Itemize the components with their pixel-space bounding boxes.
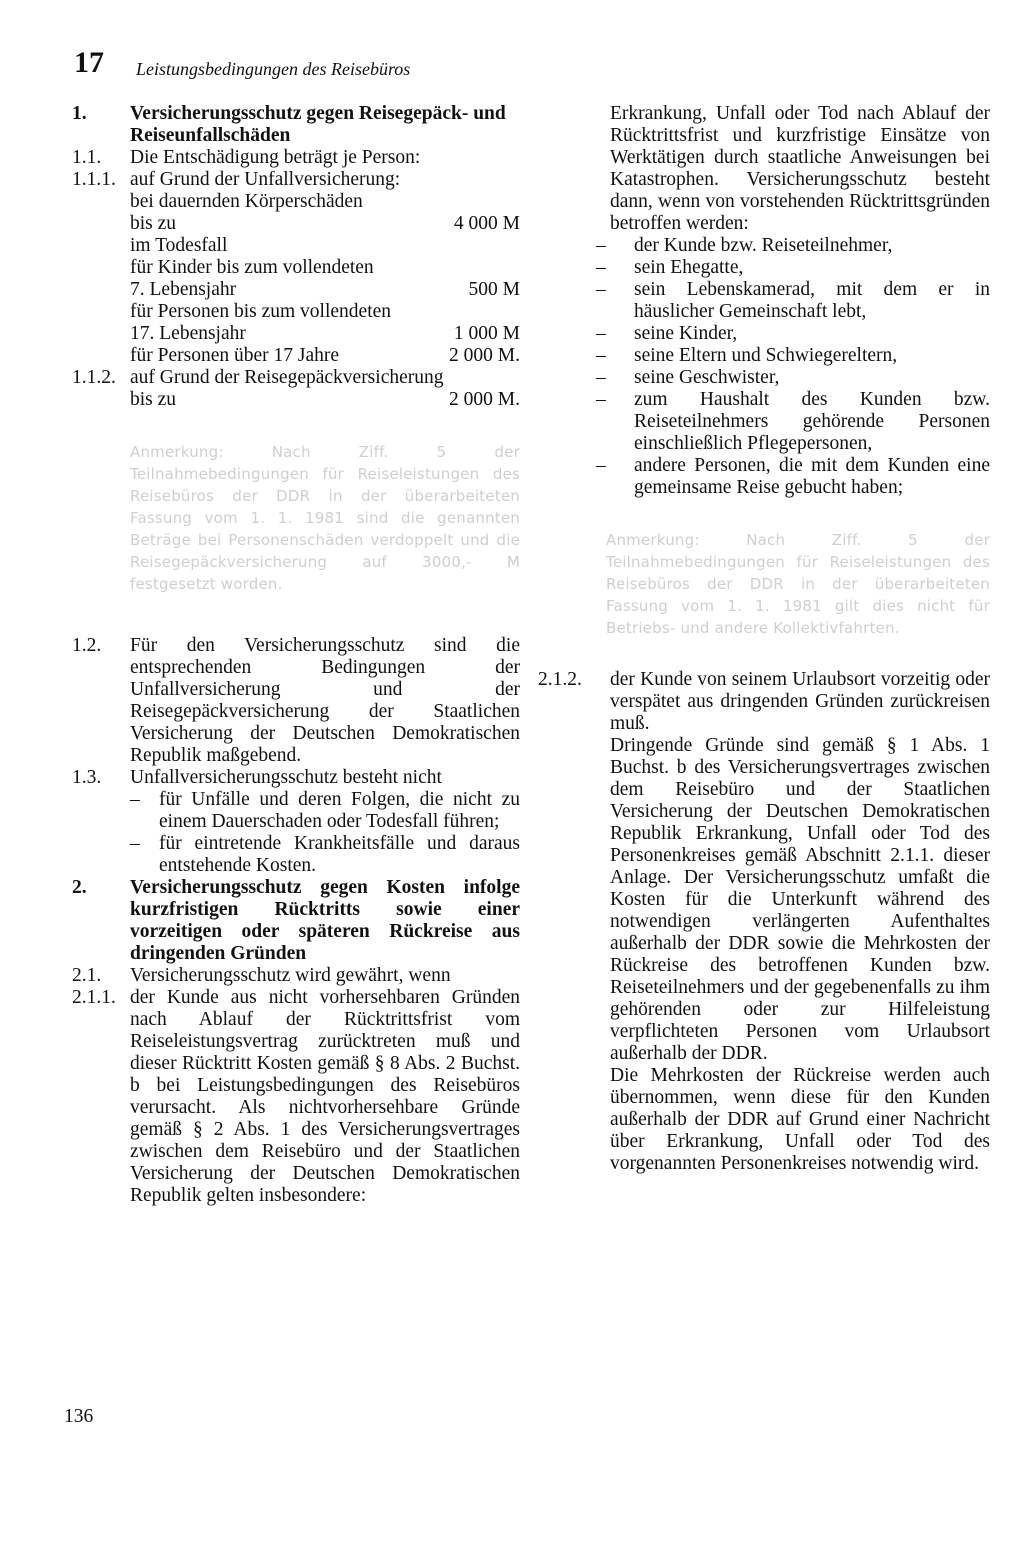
paragraph: Dringende Gründe sind gemäß § 1 Abs. 1 Buchst. b des Versicherungsvertrages zwischen dem Reisebüro und der Staatlichen Versicherung der Deutschen Demokratischen Republik Erkrankung, Unfall oder Tod des Personenkreises gemäß Abschnitt 2.1.1. dieser Anlage. Der Versicherungsschutz umfaßt die Kosten für die Unterkunft während des notwendigen verlängerten Aufenthaltes außerhalb der DDR sowie die Mehrkosten der Rückreise des betroffenen Kunden bzw. Reiseteilnehmers und der gegebenenfalls zu ihm gehörenden oder zur Hilfeleistung verpflichteten Personen vom Urlaubsort außerhalb der DDR.: [610, 735, 990, 1064]
dash-marker: –: [596, 389, 606, 410]
dash-marker: –: [596, 323, 606, 344]
list-item-text: zum Haushalt des Kunden bzw. Reiseteilnehmers gehörende Personen einschließlich Pflegepersonen,: [634, 389, 990, 454]
list-item-text: sein Ehegatte,: [634, 257, 744, 278]
section-number: 1.1.: [72, 147, 102, 168]
section-text: Die Entschädigung beträgt je Person:: [130, 147, 421, 168]
section-number: 1.1.2.: [72, 367, 116, 388]
section-title: Reiseunfallschäden: [130, 125, 291, 146]
list-item: [596, 455, 990, 499]
list-item: [596, 279, 990, 323]
line: im Todesfall: [130, 235, 228, 256]
continued-text: Erkrankung, Unfall oder Tod nach Ablauf der Rücktrittsfrist und kurzfristige Einsätze von Werktätigen durch staatliche Anweisungen bei Katastrophen. Versicherungsschutz besteht dann, wenn von vorstehenden Rücktrittsgründen betroffen werden:: [610, 103, 990, 234]
amount-value: 4 000 M: [453, 213, 520, 234]
list-item: [130, 833, 520, 877]
list-item: [596, 235, 990, 257]
section-2-1-2: [538, 669, 990, 1175]
annotation-note: Anmerkung: Nach Ziff. 5 der Teilnahmebedingungen für Reiseleistungen des Reisebüros der DDR in der überarbeiteten Fassung vom 1. 1. 1981 gilt dies nicht für Betriebs- und andere Kollektivfahrten.: [606, 531, 990, 637]
running-header-title: Leistungsbedingungen des Reisebüros: [136, 59, 411, 79]
section-text: Versicherungsschutz wird gewährt, wenn: [130, 965, 451, 986]
page-number: 136: [64, 1406, 94, 1427]
section-number: 2.1.2.: [538, 669, 582, 690]
list-item-text: der Kunde bzw. Reiseteilnehmer,: [634, 235, 893, 256]
section-number: 1.2.: [72, 635, 102, 656]
persons-list: [596, 235, 990, 499]
dash-marker: –: [596, 345, 606, 366]
amount-label: für Personen über 17 Jahre: [130, 345, 340, 366]
amount-value: 1 000 M: [453, 323, 520, 344]
amount-label: 17. Lebensjahr: [130, 323, 246, 344]
section-number: 2.: [72, 877, 87, 898]
list-item-text: für eintretende Krankheitsfälle und daraus entstehende Kosten.: [159, 833, 520, 876]
section-2-1: [72, 965, 520, 987]
left-column: [72, 103, 520, 1207]
section-text: der Kunde aus nicht vorhersehbaren Gründen nach Ablauf der Rücktrittsfrist vom Reiseleistungsvertrag zurücktreten muß und dieser Rücktritt Kosten gemäß § 8 Abs. 2 Buchst. b bei Leistungsbedingungen des Reisebüros verursacht. Als nichtvorhersehbare Gründe gemäß § 2 Abs. 1 des Versicherungsvertrages zwischen dem Reisebüro und der Staatlichen Versicherung der Deutschen Demokratischen Republik gelten insbesondere:: [130, 987, 520, 1206]
list-item-text: andere Personen, die mit dem Kunden eine gemeinsame Reise gebucht haben;: [634, 455, 990, 498]
list-item: [596, 345, 990, 367]
list-item: [130, 789, 520, 833]
dash-marker: –: [596, 455, 606, 476]
amount-line: [130, 323, 520, 345]
amount-value: 2 000 M.: [449, 389, 520, 410]
section-1-1: [72, 147, 520, 169]
section-1-1-2: [72, 367, 520, 411]
list-item-text: seine Kinder,: [634, 323, 738, 344]
list-item: [596, 257, 990, 279]
list-item: [596, 367, 990, 389]
section-title: Versicherungsschutz gegen Kosten infolge kurzfristigen Rücktritts sowie einer vorzeitigen oder späteren Rückreise aus dringenden Gründen: [130, 877, 520, 964]
list-item: [596, 389, 990, 455]
dash-marker: –: [596, 367, 606, 388]
section-number: 1.3.: [72, 767, 102, 788]
line: auf Grund der Reisegepäckversicherung: [130, 367, 444, 388]
amount-line: [130, 389, 520, 411]
amount-label: 7. Lebensjahr: [130, 279, 237, 300]
section-1-1-1: [72, 169, 520, 367]
dash-marker: –: [596, 235, 606, 256]
paragraph: der Kunde von seinem Urlaubsort vorzeitig oder verspätet aus dringenden Gründen zurückreisen muß.: [610, 669, 990, 734]
dash-marker: –: [130, 833, 140, 854]
paragraph: Die Mehrkosten der Rückreise werden auch übernommen, wenn diese für den Kunden außerhalb der DDR auf Grund einer Nachricht über Erkrankung, Unfall oder Tod des vorgenannten Personenkreises notwendig wird.: [610, 1065, 990, 1174]
list-item-text: für Unfälle und deren Folgen, die nicht zu einem Dauerschaden oder Todesfall führen;: [159, 789, 520, 832]
list-item-text: seine Eltern und Schwiegereltern,: [634, 345, 898, 366]
section-1-3: [72, 767, 520, 877]
chapter-number: 17: [74, 46, 104, 79]
amount-label: bis zu: [130, 389, 177, 410]
dash-marker: –: [596, 257, 606, 278]
line: auf Grund der Unfallversicherung:: [130, 169, 401, 190]
amount-line: [130, 345, 520, 367]
amount-value: 2 000 M.: [449, 345, 520, 366]
dash-marker: –: [596, 279, 606, 300]
amount-line: [130, 213, 520, 235]
section-text: Für den Versicherungsschutz sind die entsprechenden Bedingungen der Unfallversicherung und der Reisegepäckversicherung der Staatlichen Versicherung der Deutschen Demokratischen Republik maßgebend.: [130, 635, 520, 766]
line: bei dauernden Körperschäden: [130, 191, 363, 212]
amount-value: 500 M: [468, 279, 520, 300]
list-item: [596, 323, 990, 345]
section-2: [72, 877, 520, 965]
section-number: 1.: [72, 103, 87, 124]
dash-marker: –: [130, 789, 140, 810]
section-2-1-1: [72, 987, 520, 1207]
list-item-text: sein Lebenskamerad, mit dem er in häuslicher Gemeinschaft lebt,: [634, 279, 990, 322]
section-text: Unfallversicherungsschutz besteht nicht: [130, 767, 442, 788]
section-title: Versicherungsschutz gegen Reisegepäck- und: [130, 103, 506, 124]
amount-line: [130, 279, 520, 301]
section-number: 2.1.: [72, 965, 102, 986]
list-item-text: seine Geschwister,: [634, 367, 780, 388]
section-1-2: [72, 635, 520, 767]
right-column: [538, 103, 990, 1175]
annotation-note: Anmerkung: Nach Ziff. 5 der Teilnahmebedingungen für Reiseleistungen des Reisebüros der DDR in der überarbeiteten Fassung vom 1. 1. 1981 sind die genannten Beträge bei Personenschäden verdoppelt und die Reisegepäckversicherung auf 3000,- M festgesetzt worden.: [130, 443, 520, 593]
amount-label: bis zu: [130, 213, 177, 234]
section-1: [72, 103, 520, 147]
section-number: 2.1.1.: [72, 987, 116, 1008]
line: für Kinder bis zum vollendeten: [130, 257, 374, 278]
section-number: 1.1.1.: [72, 169, 116, 190]
line: für Personen bis zum vollendeten: [130, 301, 392, 322]
